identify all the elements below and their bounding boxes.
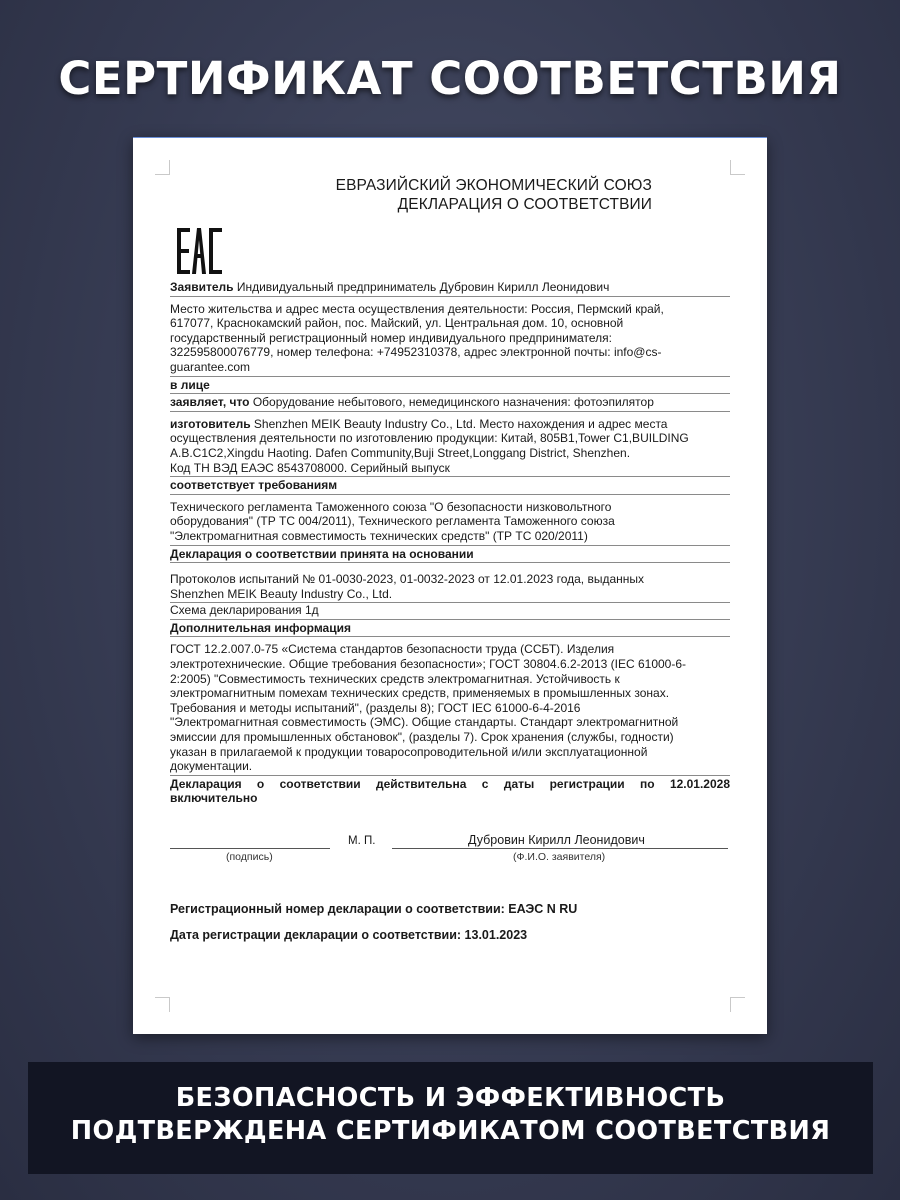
- conforms-block: [170, 500, 730, 546]
- declaration-sheet: [133, 137, 767, 1034]
- validity-word: Декларация: [170, 776, 242, 791]
- address-block: [170, 302, 730, 377]
- signer-name-line: [392, 848, 728, 849]
- validity-word: с: [481, 776, 489, 791]
- crop-mark-bottom-left: [155, 997, 170, 1012]
- manufacturer-label: изготовитель: [170, 416, 251, 431]
- validity-word: даты: [503, 776, 535, 791]
- validity-line: [170, 777, 730, 792]
- extra-info-block: [170, 642, 730, 775]
- extra-line: указан в прилагаемой к продукции товаросопроводительной и/или эксплуатационной: [170, 744, 648, 759]
- union-title: ЕВРАЗИЙСКИЙ ЭКОНОМИЧЕСКИЙ СОЮЗ: [335, 177, 652, 194]
- basis-line: Протоколов испытаний № 01-0030-2023, 01-0032-2023 от 12.01.2023 года, выданных: [170, 572, 645, 587]
- document-header: [170, 176, 730, 214]
- conforms-line: Технического регламента Таможенного союза "О безопасности низковольтного: [170, 499, 612, 514]
- extra-line: ГОСТ 12.2.007.0-75 «Система стандартов безопасности труда (ССБТ). Изделия: [170, 642, 615, 657]
- signer-name: Дубровин Кирилл Леонидович: [468, 833, 645, 847]
- conforms-label: соответствует требованиям: [170, 478, 730, 495]
- address-line: guarantee.com: [170, 359, 251, 374]
- manufacturer-line: Shenzhen MEIK Beauty Industry Co., Ltd. Место нахождения и адрес места: [253, 416, 668, 431]
- manufacturer-line: A.B.C1C2,Xingdu Haoting. Dafen Community,Buji Street,Longgang District, Shenzhen.: [170, 445, 631, 460]
- basis-line: Shenzhen MEIK Beauty Industry Co., Ltd.: [170, 587, 730, 604]
- signature-area: [170, 832, 730, 872]
- address-line: Место жительства и адрес места осуществления деятельности: Россия, Пермский край,: [170, 301, 664, 316]
- extra-info-label: Дополнительная информация: [170, 621, 730, 638]
- basis-label: Декларация о соответствии принята на основании: [170, 547, 730, 564]
- bottom-banner: [28, 1062, 873, 1174]
- crop-mark-top-left: [155, 160, 170, 175]
- address-line: государственный регистрационный номер индивидуального предпринимателя:: [170, 330, 612, 345]
- signer-caption: (Ф.И.О. заявителя): [513, 851, 606, 863]
- address-line: 617077, Краснокамский район, пос. Майский, ул. Центральная дом. 10, основной: [170, 316, 624, 331]
- extra-line: электротехнические. Общие требования безопасности»; ГОСТ 30804.6.2-2013 (IEC 61000-6-: [170, 657, 687, 672]
- validity-word: по: [640, 776, 655, 791]
- eac-logo: [176, 228, 224, 274]
- extra-line: документации.: [170, 759, 253, 774]
- validity-word: соответствии: [279, 776, 361, 791]
- conforms-line: "Электромагнитная совместимость технических средств" (ТР ТС 020/2011): [170, 528, 588, 543]
- extra-line: электромагнитным помехам технических средств, применяемых в промышленных зонах.: [170, 686, 670, 701]
- conforms-line: оборудования" (ТР ТС 004/2011), Технического регламента Таможенного союза: [170, 514, 615, 529]
- declares-row: [170, 395, 730, 412]
- extra-line: Требования и методы испытаний", (разделы 8); ГОСТ IEC 61000-6-4-2016: [170, 700, 581, 715]
- signature-line: [170, 848, 330, 849]
- signature-caption: (подпись): [226, 851, 273, 863]
- applicant-label: Заявитель: [170, 280, 234, 294]
- validity-word: регистрации: [549, 776, 625, 791]
- declaration-body: [170, 176, 730, 942]
- stamp-label: М. П.: [348, 835, 376, 847]
- registration-number: Регистрационный номер декларации о соответствии: ЕАЭС N RU: [170, 902, 578, 916]
- crop-mark-top-right: [730, 160, 745, 175]
- basis-block: [170, 572, 730, 620]
- extra-line: 2:2005) "Совместимость технических средств электромагнитная. Устойчивость к: [170, 671, 620, 686]
- declares-label: заявляет, что: [170, 395, 250, 410]
- validity-line-2: включительно: [170, 791, 258, 806]
- scheme-line: Схема декларирования 1д: [170, 603, 730, 620]
- declares-value: Оборудование небытового, немедицинского назначения: фотоэпилятор: [252, 395, 654, 410]
- banner-line: ПОДТВЕРЖДЕНА СЕРТИФИКАТОМ СООТВЕТСТВИЯ: [70, 1116, 831, 1146]
- crop-mark-bottom-right: [730, 997, 745, 1012]
- validity-date: 12.01.2028: [669, 776, 730, 791]
- applicant-row: [170, 280, 730, 297]
- manufacturer-block: [170, 417, 730, 477]
- banner-line: БЕЗОПАСНОСТЬ И ЭФФЕКТИВНОСТЬ: [175, 1083, 726, 1113]
- registration-date: Дата регистрации декларации о соответствии: 13.01.2023: [170, 927, 528, 942]
- manufacturer-line: осуществления деятельности по изготовлению продукции: Китай, 805B1,Tower C1,BUILDING: [170, 431, 689, 446]
- extra-line: "Электромагнитная совместимость (ЭМС). Общие стандарты. Стандарт электромагнитной: [170, 715, 679, 730]
- address-line: 322595800076779, номер телефона: +74952310378, адрес электронной почты: info@cs-: [170, 345, 662, 360]
- validity-word: действительна: [376, 776, 467, 791]
- manufacturer-line: Код ТН ВЭД ЕАЭС 8543708000. Серийный выпуск: [170, 460, 450, 475]
- extra-line: эмиссии для промышленных обстановок", (разделы 7). Срок хранения (службы, годности): [170, 730, 674, 745]
- declaration-title: ДЕКЛАРАЦИЯ О СООТВЕТСТВИИ: [397, 196, 652, 213]
- applicant-value: Индивидуальный предприниматель Дубровин Кирилл Леонидович: [236, 280, 610, 294]
- in-person-label: в лице: [170, 378, 730, 395]
- validity-word: о: [256, 776, 265, 791]
- headline: СЕРТИФИКАТ СООТВЕТСТВИЯ: [58, 52, 842, 105]
